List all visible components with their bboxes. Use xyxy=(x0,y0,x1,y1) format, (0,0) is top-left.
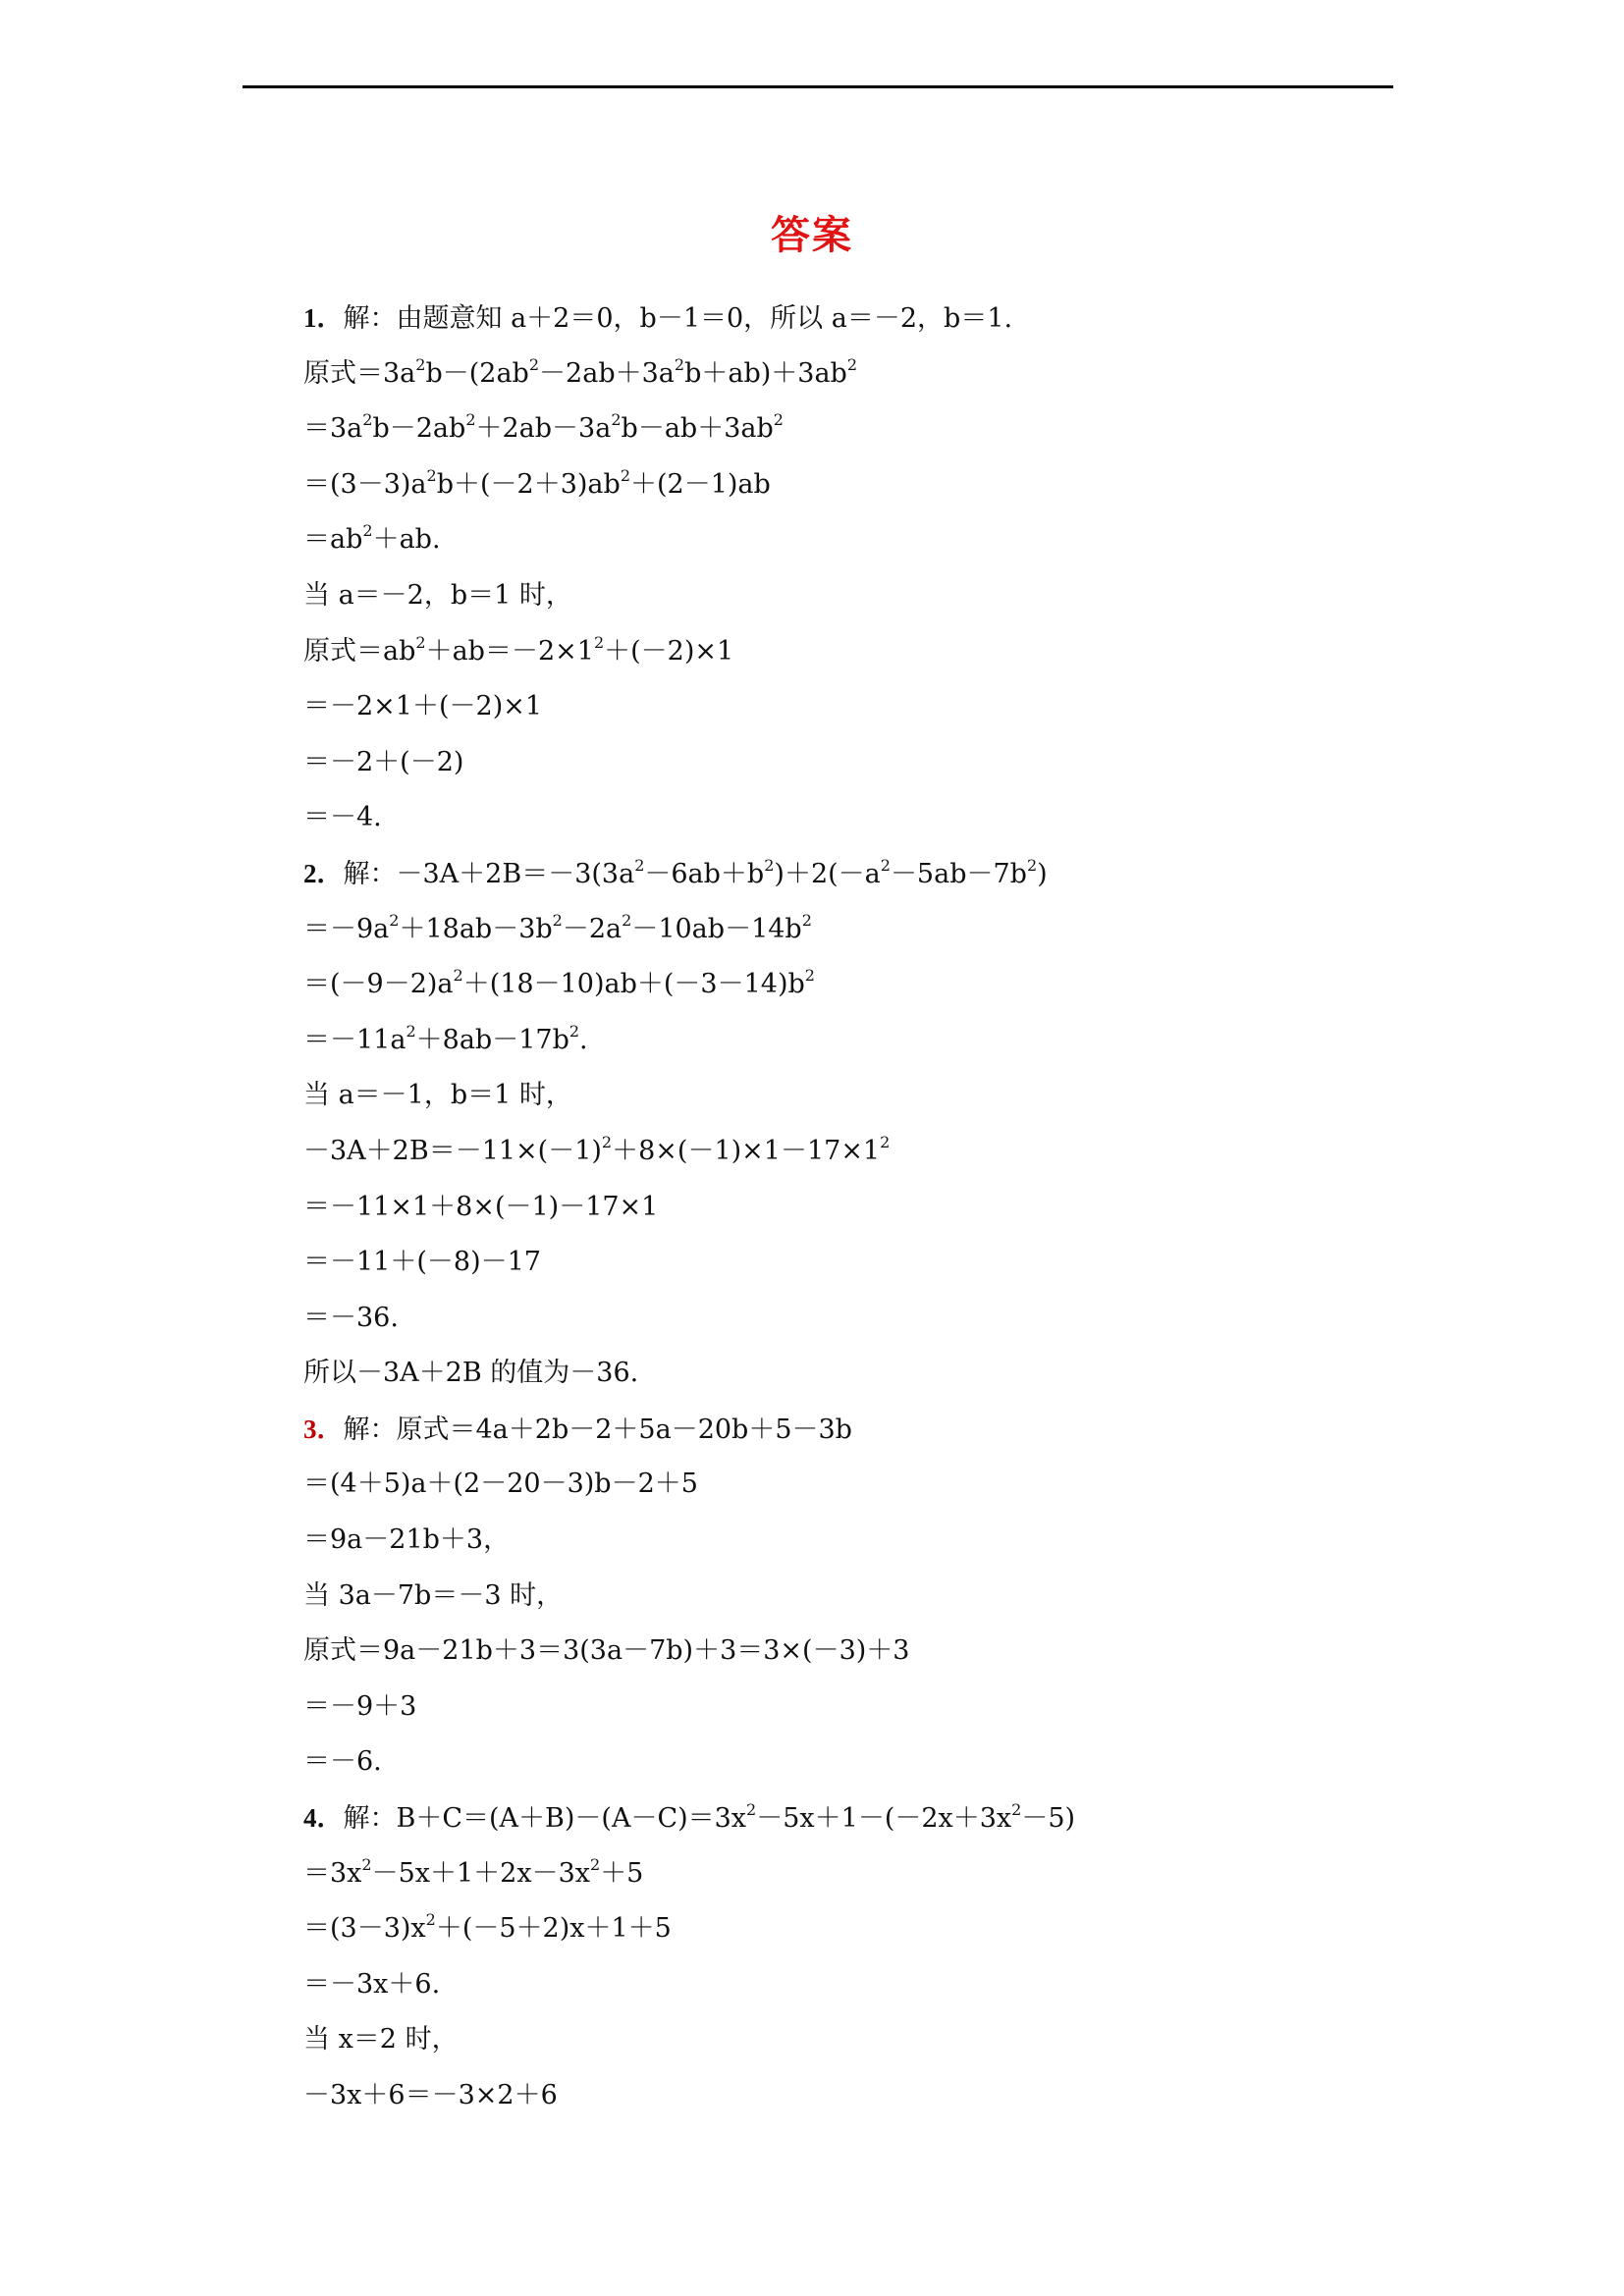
line-text: 原式$=ab^2+ab=-2\times 1^2+(-2)\times 1$ xyxy=(303,632,734,667)
line-text: $=ab^2+ab$. xyxy=(303,521,441,556)
solution-line xyxy=(303,1124,1383,1180)
solution-line xyxy=(303,1457,1383,1513)
problem-number: 3． xyxy=(303,1414,344,1444)
line-text: ＝－36. xyxy=(303,1302,399,1333)
line-text: 解：由题意知 a＋2＝0，b－1＝0，所以 a＝－2，b＝1. xyxy=(343,303,1013,334)
line-text: ＝－2＋(－2) xyxy=(303,746,464,777)
solution-line xyxy=(303,1846,1383,1902)
answer-content xyxy=(303,291,1383,2124)
solution-line xyxy=(303,1291,1383,1347)
line-text: 原式＝9a－21b＋3＝3(3a－7b)＋3＝3×(－3)＋3 xyxy=(303,1635,910,1667)
line-text: 当 a＝－1，b＝1 时， xyxy=(303,1080,572,1111)
line-text: 当 a＝－2，b＝1 时， xyxy=(303,579,572,611)
solution-line xyxy=(303,1513,1383,1569)
solution-line xyxy=(303,1013,1383,1069)
problem-heading-line xyxy=(303,1790,1383,1846)
line-text: 解：原式＝4a＋2b－2＋5a－20b＋5－3b xyxy=(343,1414,852,1445)
problem-number: 2． xyxy=(303,858,344,888)
solution-line xyxy=(303,1346,1383,1402)
solution-line xyxy=(303,957,1383,1013)
line-text: $-3A+2B=-11\times(-1)^2+8\times(-1)\times 1-17\times 1^2$ xyxy=(303,1132,891,1166)
problem-number: 1． xyxy=(303,303,344,333)
line-text: ＝－11＋(－8)－17 xyxy=(303,1247,541,1278)
solution-line xyxy=(303,735,1383,791)
line-text: 当 3a－7b＝－3 时， xyxy=(303,1579,564,1611)
solution-line xyxy=(303,1624,1383,1680)
problem-heading-line xyxy=(303,1402,1383,1458)
problem-number: 4． xyxy=(303,1803,344,1834)
line-text: 所以－3A＋2B 的值为－36. xyxy=(303,1358,639,1389)
solution-line xyxy=(303,679,1383,735)
line-text: ＝9a－21b＋3， xyxy=(303,1524,511,1556)
solution-line xyxy=(303,347,1383,402)
problem-heading-line xyxy=(303,291,1383,347)
solution-line xyxy=(303,1735,1383,1790)
solution-line xyxy=(303,2068,1383,2124)
solution-line xyxy=(303,512,1383,568)
line-text: $=(3-3)x^2+(-5+2)x+1+5$ xyxy=(303,1910,672,1945)
line-text: ＝(4＋5)a＋(2－20－3)b－2＋5 xyxy=(303,1468,698,1500)
line-text: 解：$B+C=(A+B)-(A-C)=3x^2-5x+1-(-2x+3x^2-5)$ xyxy=(343,1800,1076,1835)
solution-line xyxy=(303,624,1383,680)
solution-line xyxy=(303,1068,1383,1124)
solution-line xyxy=(303,401,1383,457)
solution-line xyxy=(303,1901,1383,1957)
line-text: 当 x＝2 时， xyxy=(303,2024,459,2056)
solution-line xyxy=(303,568,1383,624)
solution-line xyxy=(303,1180,1383,1236)
line-text: ＝－6. xyxy=(303,1746,382,1778)
line-text: 解：$-3A+2B=-3(3a^2-6ab+b^2)+2(-a^2-5ab-7b^2)$ xyxy=(343,855,1048,889)
line-text: －3x＋6＝－3×2＋6 xyxy=(303,2080,558,2110)
line-text: ＝－2×1＋(－2)×1 xyxy=(303,691,543,722)
solution-line xyxy=(303,457,1383,513)
line-text: $=(3-3)a^2b+(-2+3)ab^2+(2-1)ab$ xyxy=(303,465,771,500)
line-text: $=(-9-2)a^2+(18-10)ab+(-3-14)b^2$ xyxy=(303,966,815,1000)
line-text: $=-9a^2+18ab-3b^2-2a^2-10ab-14b^2$ xyxy=(303,910,812,944)
solution-line xyxy=(303,1957,1383,2013)
solution-line xyxy=(303,2012,1383,2068)
solution-line xyxy=(303,902,1383,958)
solution-line xyxy=(303,790,1383,846)
page-title: 答案 xyxy=(771,213,853,258)
line-text: ＝－11×1＋8×(－1)－17×1 xyxy=(303,1191,659,1222)
solution-line xyxy=(303,1235,1383,1291)
solution-line xyxy=(303,1569,1383,1625)
header-rule xyxy=(243,85,1393,88)
line-text: $=3a^2b-2ab^2+2ab-3a^2b-ab+3ab^2$ xyxy=(303,410,784,445)
problem-heading-line xyxy=(303,846,1383,902)
line-text: 原式$=3a^2b-(2ab^2-2ab+3a^2b+ab)+3ab^2$ xyxy=(303,354,858,389)
line-text: $=-11a^2+8ab-17b^2$. xyxy=(303,1021,588,1055)
line-text: ＝－3x＋6. xyxy=(303,1968,441,2000)
solution-line xyxy=(303,1680,1383,1735)
line-text: $=3x^2-5x+1+2x-3x^2+5$ xyxy=(303,1854,644,1889)
line-text: ＝－4. xyxy=(303,802,382,833)
line-text: ＝－9＋3 xyxy=(303,1690,417,1722)
